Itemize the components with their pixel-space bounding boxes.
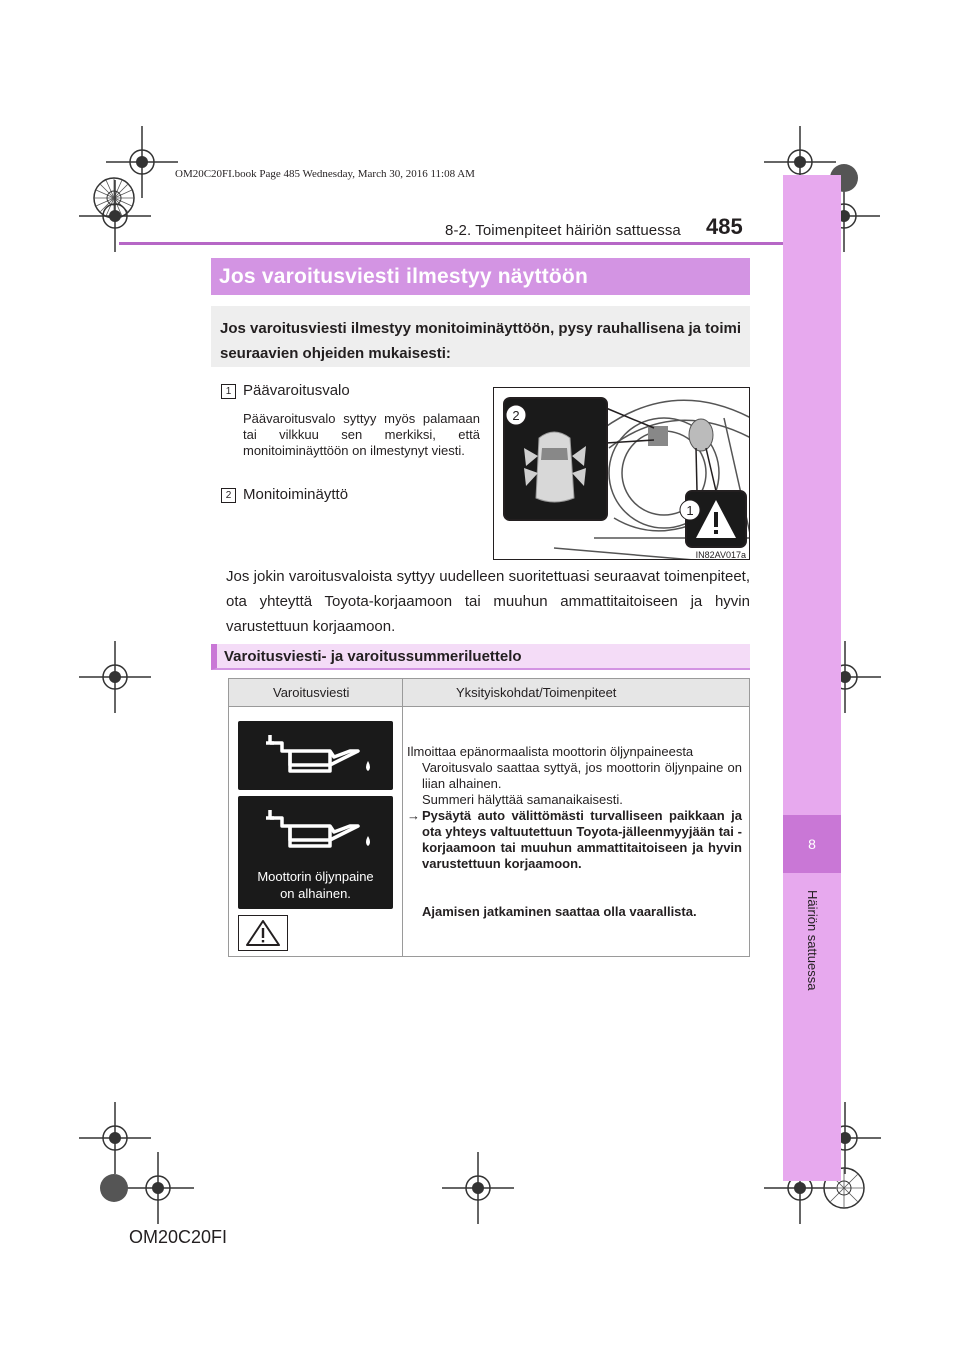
item-number-2: 2 xyxy=(221,488,236,503)
footer-code: OM20C20FI xyxy=(129,1227,228,1247)
action-text: Pysäytä auto välittömästi turvalliseen paikkaan ja ota yhteys valtuutettuun Toyota-jälleenmyyjään tai -korjaamoon tai muuhun ammattitaitoiseen ja hyvin varustettuun korjaamoon. xyxy=(422,808,742,871)
subheading: Varoitusviesti- ja varoitussummeriluettelo xyxy=(224,647,522,665)
oil-can-icon xyxy=(238,721,393,790)
warning-symbol-box xyxy=(238,915,288,951)
chapter-side-tab xyxy=(783,175,841,1181)
subheading-bar xyxy=(211,644,750,670)
oil-can-icon xyxy=(238,796,393,866)
detail-1: Varoitusvalo saattaa syttyä, jos moottorin öljynpaine on liian alhainen. xyxy=(422,760,742,791)
item-number-1: 1 xyxy=(221,384,236,399)
screen-message-line-1: Moottorin öljynpaine xyxy=(257,869,374,884)
table-header-message: Varoitusviesti xyxy=(273,685,350,700)
item-description-1: Päävaroitusvalo syttyy myös palamaan tai vilkkuu sen merkiksi, että monitoiminäyttöön on ilmestynyt viesti. xyxy=(243,411,480,458)
table-header xyxy=(229,679,749,707)
book-header: OM20C20FI.book Page 485 Wednesday, March 30, 2016 11:08 AM xyxy=(175,168,475,180)
oil-pressure-warning-light xyxy=(238,721,393,790)
callout-1: 1 xyxy=(686,503,694,518)
page-title-bar xyxy=(211,258,750,295)
chapter-title xyxy=(784,890,840,1010)
screen-message-line-2: on alhainen. xyxy=(280,886,351,901)
dashboard-figure xyxy=(493,387,750,560)
warning-table xyxy=(228,678,750,957)
intro-box: Jos varoitusviesti ilmestyy monitoiminäyttöön, pysy rauhallisena ja toimi seuraavien ohjeiden mukaisesti: xyxy=(211,306,750,367)
page-number: 485 xyxy=(706,214,743,239)
registration-mark-icon xyxy=(79,641,151,713)
chapter-title-text: Häiriön sattuessa xyxy=(805,890,820,991)
detail-heading: Ilmoittaa epänormaalista moottorin öljynpaineesta xyxy=(407,744,694,759)
dashboard-illustration xyxy=(494,388,750,560)
detail-2: Summeri hälyttää samanaikaisesti. xyxy=(422,792,623,807)
warning-text: Ajamisen jatkaminen saattaa olla vaarallista. xyxy=(422,904,697,919)
table-header-details: Yksityiskohdat/Toimenpiteet xyxy=(456,685,617,700)
oil-pressure-message-screen xyxy=(238,796,393,909)
header-rule xyxy=(119,242,783,245)
registration-mark-icon xyxy=(442,1152,514,1224)
callout-2: 2 xyxy=(512,408,520,423)
table-column-divider xyxy=(402,679,403,956)
figure-code: IN82AV017a xyxy=(695,550,746,560)
item-label-2: Monitoiminäyttö xyxy=(243,486,349,503)
body-paragraph: Jos jokin varoitusvaloista syttyy uudelleen suoritettuasi seuraavat toimenpiteet, ota yhteyttä Toyota-korjaamoon tai muuhun ammattitaitoiseen ja hyvin varustettuun korjaamoon. xyxy=(226,568,750,635)
page-title: Jos varoitusviesti ilmestyy näyttöön xyxy=(219,264,588,288)
item-label-1: Päävaroitusvalo xyxy=(243,382,350,399)
warning-triangle-icon xyxy=(243,918,283,948)
registration-mark-icon xyxy=(78,1152,150,1224)
section-title: 8-2. Toimenpiteet häiriön sattuessa xyxy=(445,222,681,239)
chapter-number: 8 xyxy=(783,815,841,873)
arrow-icon: → xyxy=(407,808,420,823)
screen-message xyxy=(238,868,393,902)
